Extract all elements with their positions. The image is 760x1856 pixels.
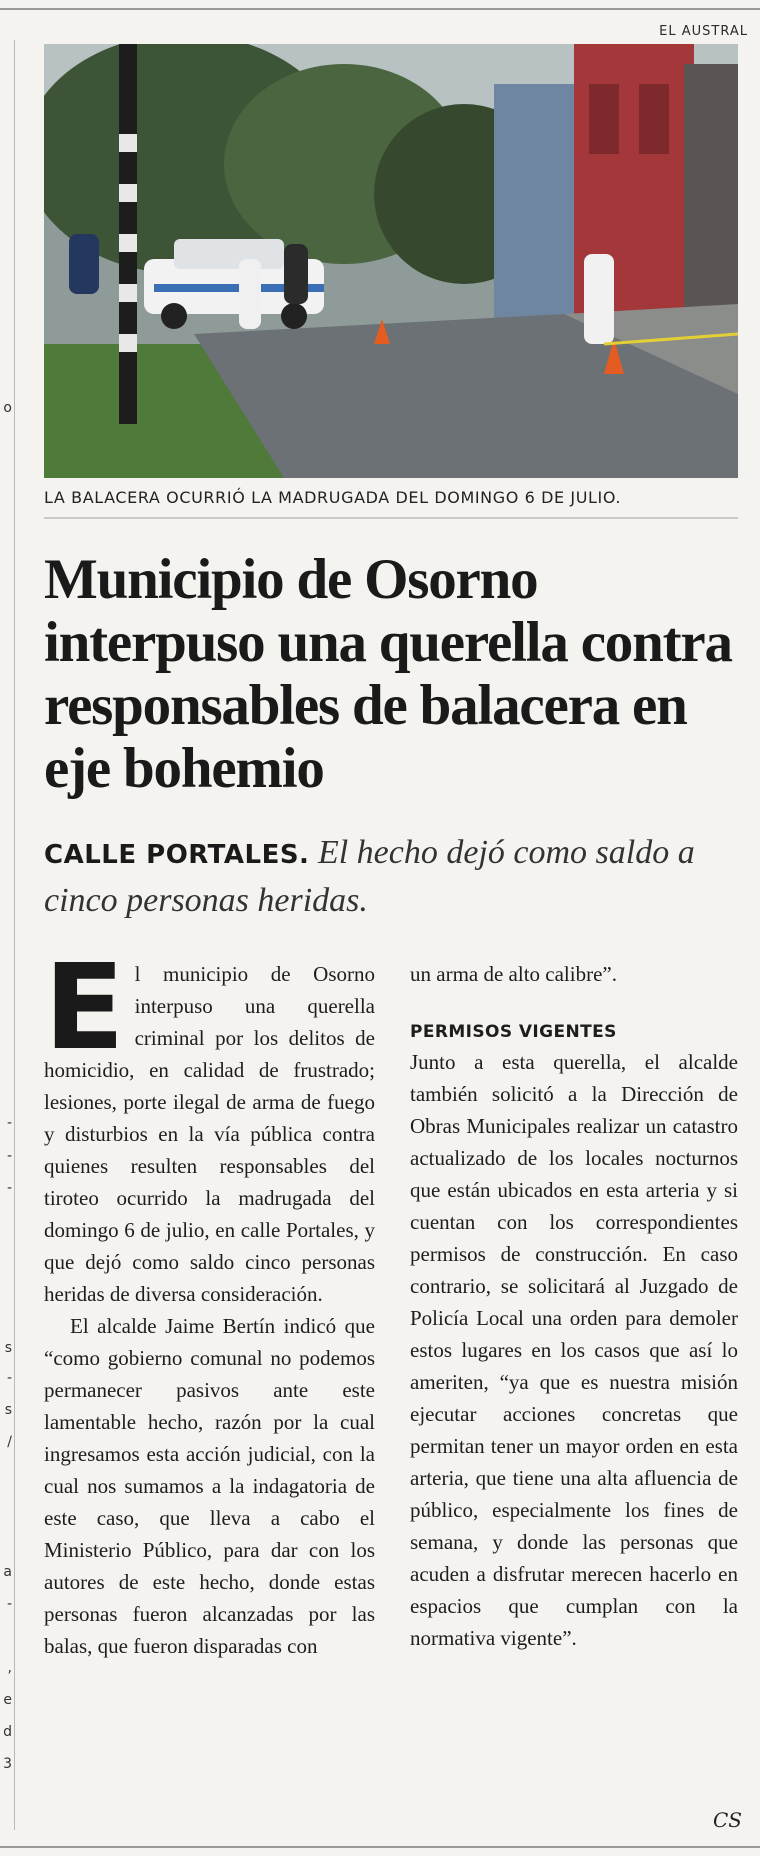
- body-column-right: [410, 958, 738, 1654]
- headline: Municipio de Osorno interpuso una querella contra responsables de balacera en eje bohemio: [44, 548, 732, 800]
- adjacent-column-edge: [0, 40, 15, 1830]
- body-paragraph-2: El alcalde Jaime Bertín indicó que “como gobierno comunal no podemos permanecer pasivos ante este lamentable hecho, razón por la cual ingresamos esta acción judicial, con la cual nos sumamos a la indagatoria de este caso, que lleva a cabo el Ministerio Público, para dar con los autores de este hecho, donde estas personas fueron alcanzadas por las balas, que fueron disparadas con: [44, 1314, 375, 1658]
- body-paragraph-3: Junto a esta querella, el alcalde también solicitó a la Dirección de Obras Municipales realizar un catastro actualizado de los locales nocturnos que están ubicados en esta arteria y si cuentan con los correspondientes permisos de construcción. En caso contrario, se solicitará al Juzgado de Policía Local una orden para demoler estos lugares en los casos que así lo ameriten, “ya que es nuestra misión ejecutar acciones concretas que permitan tener un mayor orden en esta arteria, que tiene una alta afluencia de público, especialmente los fines de semana, y donde las personas que acuden a disfrutar merecen hacerlo en espacios que cumplan con la normativa vigente”.: [410, 1050, 738, 1650]
- gutter-fragment: -: [6, 1180, 12, 1196]
- gutter-fragment: s: [4, 1402, 12, 1418]
- gutter-fragment: s: [4, 1340, 12, 1356]
- deck: [44, 830, 744, 924]
- deck-kicker: CALLE PORTALES.: [44, 840, 310, 870]
- body-paragraph-1: [44, 938, 375, 1310]
- section-subhead: PERMISOS VIGENTES: [410, 1022, 617, 1042]
- paragraph-text: l municipio de Osorno interpuso una querella criminal por los delitos de homicidio, en calidad de frustrado; lesiones, porte ilegal de arma de fuego y disturbios en la vía pública contra quienes resulten responsables del tiroteo ocurrido la madrugada del domingo 6 de julio, en calle Portales, y que dejó como saldo cinco personas heridas de diversa consideración.: [44, 962, 375, 1306]
- gutter-fragment: d: [3, 1724, 12, 1740]
- author-signoff: CS: [712, 1808, 742, 1832]
- body-paragraph-2-continued: un arma de alto calibre”.: [410, 962, 617, 986]
- gutter-fragment: 3: [3, 1756, 12, 1772]
- top-rule: [0, 0, 760, 10]
- gutter-fragment: e: [3, 1692, 12, 1708]
- gutter-fragment: o: [3, 400, 12, 416]
- bottom-rule: [0, 1846, 760, 1848]
- gutter-fragment: -: [6, 1148, 12, 1164]
- news-photo: [44, 44, 738, 478]
- drop-cap: E: [44, 938, 125, 1076]
- gutter-fragment: /: [7, 1434, 12, 1450]
- publication-name: EL AUSTRAL: [659, 24, 748, 39]
- gutter-fragment: ,: [7, 1660, 12, 1676]
- body-column-left: [44, 938, 375, 1662]
- deck-summary: El hecho dejó como saldo a cinco personas heridas.: [44, 834, 695, 919]
- street-scene-illustration: [44, 44, 738, 478]
- photo-caption: LA BALACERA OCURRIÓ LA MADRUGADA DEL DOMINGO 6 DE JULIO.: [44, 488, 738, 519]
- gutter-fragment: a: [3, 1564, 12, 1580]
- gutter-fragment: -: [6, 1115, 12, 1131]
- gutter-fragment: -: [6, 1596, 12, 1612]
- gutter-fragment: -: [6, 1370, 12, 1386]
